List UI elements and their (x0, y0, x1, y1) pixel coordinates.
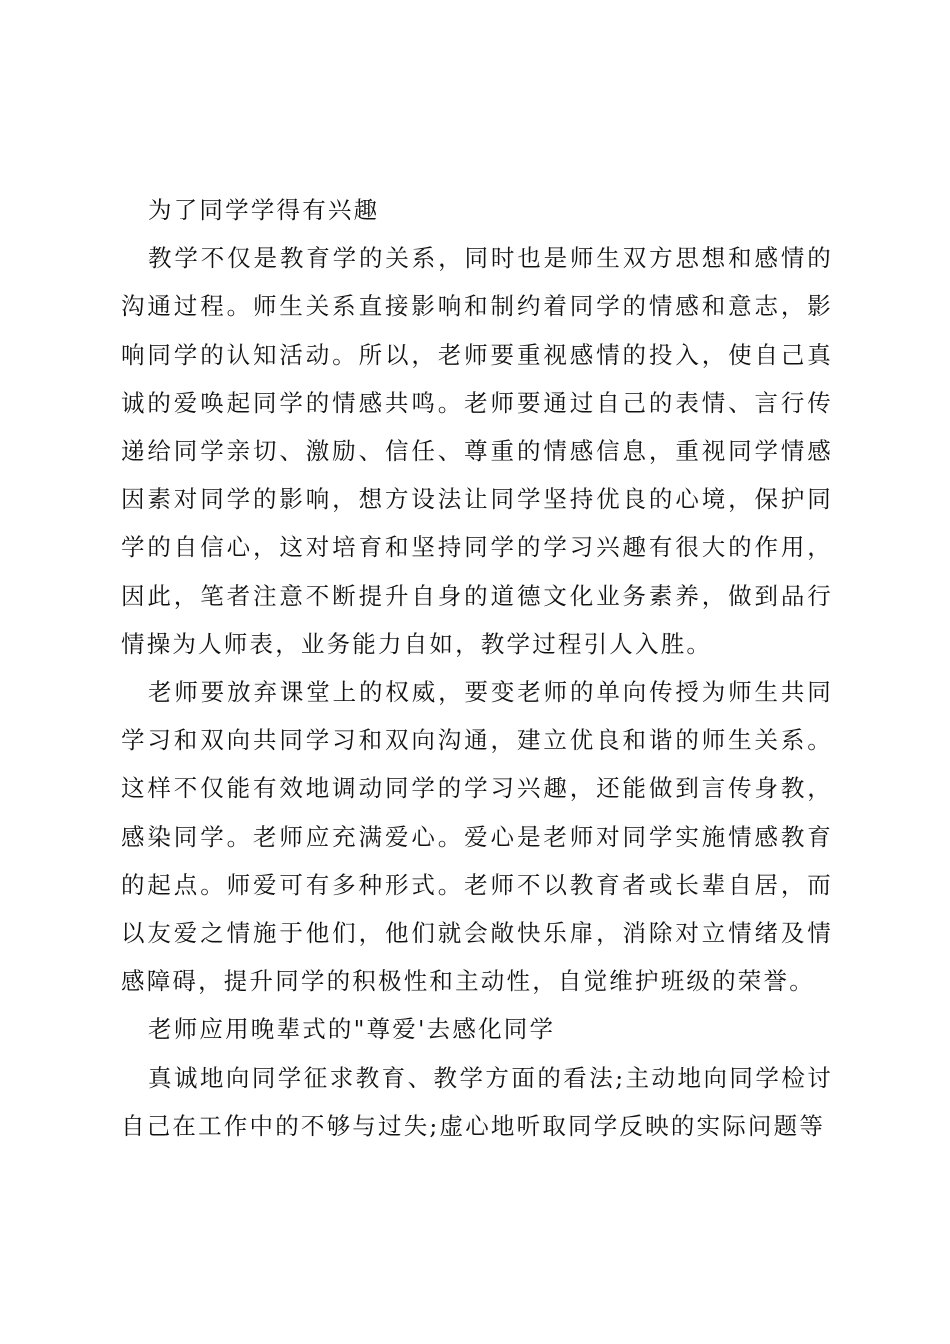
paragraph-teacher-student-relationship: 教学不仅是教育学的关系，同时也是师生双方思想和感情的沟通过程。师生关系直接影响和制约着同学的情感和意志，影响同学的认知活动。所以，老师要重视感情的投入，使自己真诚的爱唤起同学的情感共鸣。老师要通过自己的表情、言行传递给同学亲切、激励、信任、尊重的情感信息，重视同学情感因素对同学的影响，想方设法让同学坚持优良的心境，保护同学的自信心，这对培育和坚持同学的学习兴趣有很大的作用，因此，笔者注意不断提升自身的道德文化业务素养，做到品行情操为人师表，业务能力自如，教学过程引人入胜。 (121, 244, 833, 658)
section-heading-interest: 为了同学学得有兴趣 (148, 196, 380, 224)
paragraph-sincere-feedback: 真诚地向同学征求教育、教学方面的看法;主动地向同学检讨自己在工作中的不够与过失;虚心地听取同学反映的实际问题等 (121, 1063, 833, 1140)
section-heading-respect-love: 老师应用晚辈式的"尊爱'去感化同学 (148, 1015, 556, 1044)
document-body (121, 186, 833, 1150)
paragraph-abandon-authority: 老师要放弃课堂上的权威，要变老师的单向传授为师生共同学习和双向共同学习和双向沟通，建立优良和谐的师生关系。这样不仅能有效地调动同学的学习兴趣，还能做到言传身教，感染同学。老师应充满爱心。爱心是老师对同学实施情感教育的起点。师爱可有多种形式。老师不以教育者或长辈自居，而以友爱之情施于他们，他们就会敞快乐扉，消除对立情绪及情感障碍，提升同学的积极性和主动性，自觉维护班级的荣誉。 (121, 678, 833, 996)
